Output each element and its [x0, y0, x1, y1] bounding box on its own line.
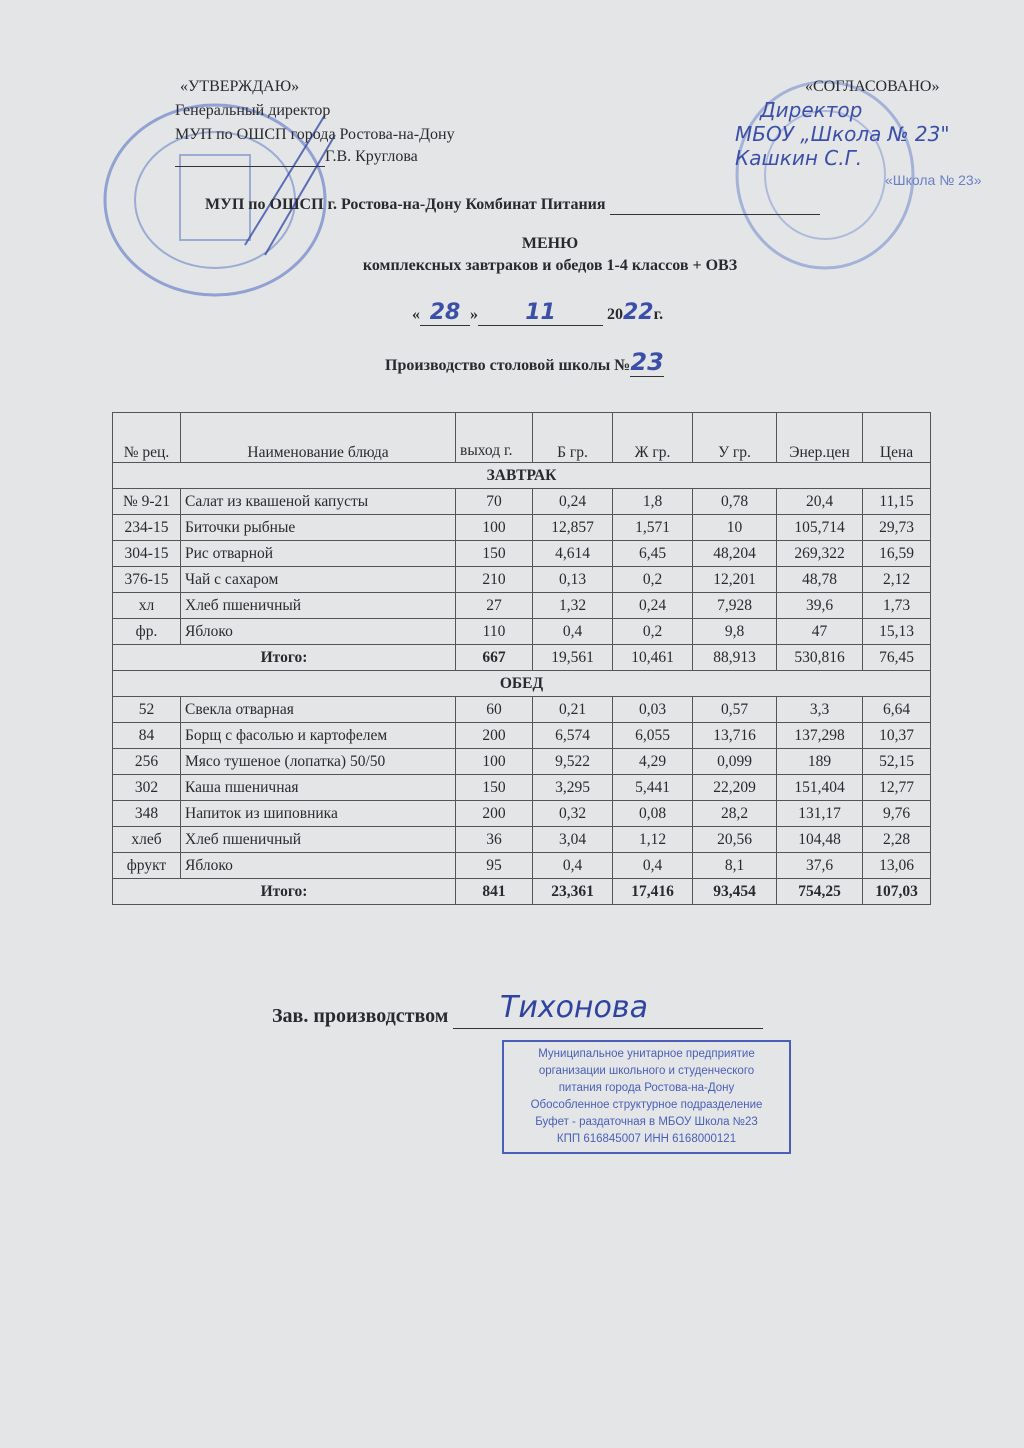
table-cell: 0,32	[533, 801, 613, 827]
dish-name-cell: Хлеб пшеничный	[181, 593, 456, 619]
table-row	[113, 489, 931, 515]
total-cell: 667	[456, 645, 533, 671]
approve-title: «УТВЕРЖДАЮ»	[180, 78, 300, 95]
table-cell: 13,06	[863, 853, 931, 879]
table-cell: 210	[456, 567, 533, 593]
table-row	[113, 697, 931, 723]
table-header-row	[113, 413, 931, 463]
table-cell: 4,29	[613, 749, 693, 775]
table-cell: 0,57	[693, 697, 777, 723]
table-cell: 150	[456, 775, 533, 801]
table-cell: 2,28	[863, 827, 931, 853]
total-cell: 19,561	[533, 645, 613, 671]
production-line	[385, 348, 664, 377]
agree-handwritten-1: Директор	[760, 98, 863, 122]
date-quote-open: «	[412, 306, 420, 323]
dish-name-cell: Салат из квашеной капусты	[181, 489, 456, 515]
menu-date	[412, 300, 663, 326]
stamp-line: питания города Ростова-на-Дону	[558, 1082, 735, 1094]
table-cell: 20,4	[777, 489, 863, 515]
table-cell: 15,13	[863, 619, 931, 645]
table-row	[113, 827, 931, 853]
dish-name-cell: Напиток из шиповника	[181, 801, 456, 827]
table-cell: 3,295	[533, 775, 613, 801]
table-cell: 105,714	[777, 515, 863, 541]
total-cell: 23,361	[533, 879, 613, 905]
table-cell: 1,32	[533, 593, 613, 619]
table-cell: 0,03	[613, 697, 693, 723]
table-cell: 1,8	[613, 489, 693, 515]
agree-handwritten-3: Кашкин С.Г.	[735, 146, 863, 170]
stamp-line: Муниципальное унитарное предприятие	[538, 1048, 755, 1060]
total-cell: 754,25	[777, 879, 863, 905]
table-row	[113, 801, 931, 827]
dish-name-cell: Каша пшеничная	[181, 775, 456, 801]
table-cell: 5,441	[613, 775, 693, 801]
approve-signer	[175, 148, 418, 167]
agree-title: «СОГЛАСОВАНО»	[805, 78, 940, 95]
dish-name-cell: Свекла отварная	[181, 697, 456, 723]
column-header: Ж гр.	[613, 413, 693, 463]
table-cell: 200	[456, 801, 533, 827]
stamp-line: КПП 616845007 ИНН 6168000121	[556, 1133, 737, 1145]
total-cell: 93,454	[693, 879, 777, 905]
approve-signer-name: Г.В. Круглова	[325, 148, 418, 165]
table-cell: 100	[456, 749, 533, 775]
table-cell: 104,48	[777, 827, 863, 853]
table-cell: 151,404	[777, 775, 863, 801]
date-day: 28	[420, 300, 470, 326]
table-cell: 60	[456, 697, 533, 723]
total-cell: 841	[456, 879, 533, 905]
table-row	[113, 775, 931, 801]
table-row	[113, 567, 931, 593]
table-cell: 8,1	[693, 853, 777, 879]
table-cell: 52,15	[863, 749, 931, 775]
table-cell: 9,76	[863, 801, 931, 827]
production-number: 23	[630, 348, 664, 376]
table-cell: 2,12	[863, 567, 931, 593]
table-cell: 20,56	[693, 827, 777, 853]
date-year-prefix: 20	[607, 306, 623, 323]
rectangular-stamp	[502, 1040, 791, 1154]
table-cell: фр.	[113, 619, 181, 645]
table-row	[113, 853, 931, 879]
table-cell: 6,055	[613, 723, 693, 749]
table-cell: 0,2	[613, 567, 693, 593]
table-cell: хлеб	[113, 827, 181, 853]
column-header: № рец.	[113, 413, 181, 463]
total-cell: 76,45	[863, 645, 931, 671]
table-cell: 47	[777, 619, 863, 645]
table-cell: 0,24	[533, 489, 613, 515]
table-cell: 0,21	[533, 697, 613, 723]
table-cell: 39,6	[777, 593, 863, 619]
total-cell: 88,913	[693, 645, 777, 671]
column-header: Цена	[863, 413, 931, 463]
table-cell: 1,571	[613, 515, 693, 541]
table-row	[113, 619, 931, 645]
table-cell: 0,4	[533, 619, 613, 645]
table-cell: 48,204	[693, 541, 777, 567]
table-cell: 376-15	[113, 567, 181, 593]
table-cell: 100	[456, 515, 533, 541]
table-cell: 1,12	[613, 827, 693, 853]
table-cell: 150	[456, 541, 533, 567]
table-cell: 0,13	[533, 567, 613, 593]
total-row	[113, 879, 931, 905]
dish-name-cell: Яблоко	[181, 619, 456, 645]
table-cell: 0,78	[693, 489, 777, 515]
table-cell: 0,2	[613, 619, 693, 645]
table-row	[113, 515, 931, 541]
stamp-line: Обособленное структурное подразделение	[530, 1099, 763, 1111]
column-header: У гр.	[693, 413, 777, 463]
handwritten-signature: Тихонова	[500, 990, 648, 1025]
dish-name-cell: Борщ с фасолью и картофелем	[181, 723, 456, 749]
column-header: выход г.	[456, 413, 533, 463]
table-cell: 0,08	[613, 801, 693, 827]
table-cell: № 9-21	[113, 489, 181, 515]
table-row	[113, 723, 931, 749]
table-cell: 0,099	[693, 749, 777, 775]
table-cell: 84	[113, 723, 181, 749]
table-cell: 11,15	[863, 489, 931, 515]
footer-label: Зав. производством	[272, 1005, 449, 1027]
table-cell: 70	[456, 489, 533, 515]
total-cell: 107,03	[863, 879, 931, 905]
table-cell: 0,4	[533, 853, 613, 879]
table-cell: 6,45	[613, 541, 693, 567]
table-cell: 29,73	[863, 515, 931, 541]
approve-organization: МУП по ОШСП города Ростова-на-Дону	[175, 126, 455, 143]
stamp-right-label: «Школа № 23»	[885, 172, 982, 188]
total-cell: 17,416	[613, 879, 693, 905]
approve-position: Генеральный директор	[175, 102, 331, 119]
table-cell: 9,8	[693, 619, 777, 645]
table-cell: 95	[456, 853, 533, 879]
table-cell: 37,6	[777, 853, 863, 879]
date-month: 11	[478, 300, 603, 326]
column-header: Б гр.	[533, 413, 613, 463]
section-header-row	[113, 671, 931, 697]
menu-subtitle: комплексных завтраков и обедов 1-4 классов + ОВЗ	[362, 257, 738, 274]
table-row	[113, 749, 931, 775]
dish-name-cell: Хлеб пшеничный	[181, 827, 456, 853]
table-cell: 3,04	[533, 827, 613, 853]
table-cell: 269,322	[777, 541, 863, 567]
table-cell: 6,574	[533, 723, 613, 749]
date-quote-close: »	[470, 306, 478, 323]
table-cell: 348	[113, 801, 181, 827]
table-cell: 256	[113, 749, 181, 775]
dish-name-cell: Рис отварной	[181, 541, 456, 567]
table-cell: 10	[693, 515, 777, 541]
dish-name-cell: Биточки рыбные	[181, 515, 456, 541]
table-cell: 189	[777, 749, 863, 775]
organization-text: МУП по ОШСП г. Ростова-на-Дону Комбинат Питания	[205, 196, 606, 213]
column-header: Энер.цен	[777, 413, 863, 463]
table-cell: 304-15	[113, 541, 181, 567]
agree-handwritten-2: МБОУ „Школа № 23"	[735, 122, 950, 146]
stamp-line: Буфет - раздаточная в МБОУ Школа №23	[535, 1116, 758, 1128]
table-cell: 28,2	[693, 801, 777, 827]
table-cell: 16,59	[863, 541, 931, 567]
table-row	[113, 541, 931, 567]
date-year-suffix: 22	[623, 300, 654, 325]
table-cell: 22,209	[693, 775, 777, 801]
production-label: Производство столовой школы №	[385, 357, 631, 374]
table-cell: 0,24	[613, 593, 693, 619]
table-cell: фрукт	[113, 853, 181, 879]
table-cell: 12,77	[863, 775, 931, 801]
table-cell: 12,201	[693, 567, 777, 593]
total-label: Итого:	[113, 879, 456, 905]
total-cell: 530,816	[777, 645, 863, 671]
stamp-line: организации школьного и студенческого	[538, 1065, 755, 1077]
table-cell: 302	[113, 775, 181, 801]
table-cell: 13,716	[693, 723, 777, 749]
table-cell: 3,3	[777, 697, 863, 723]
section-title: ОБЕД	[113, 671, 931, 697]
dish-name-cell: Чай с сахаром	[181, 567, 456, 593]
table-cell: 110	[456, 619, 533, 645]
menu-table	[112, 412, 931, 905]
dish-name-cell: Яблоко	[181, 853, 456, 879]
dish-name-cell: Мясо тушеное (лопатка) 50/50	[181, 749, 456, 775]
table-cell: 9,522	[533, 749, 613, 775]
table-cell: 36	[456, 827, 533, 853]
table-cell: 1,73	[863, 593, 931, 619]
table-cell: 0,4	[613, 853, 693, 879]
table-cell: хл	[113, 593, 181, 619]
section-header-row	[113, 463, 931, 489]
total-row	[113, 645, 931, 671]
menu-title: МЕНЮ	[521, 235, 579, 252]
table-cell: 52	[113, 697, 181, 723]
table-cell: 234-15	[113, 515, 181, 541]
table-cell: 200	[456, 723, 533, 749]
total-cell: 10,461	[613, 645, 693, 671]
total-label: Итого:	[113, 645, 456, 671]
table-cell: 131,17	[777, 801, 863, 827]
table-cell: 4,614	[533, 541, 613, 567]
table-cell: 12,857	[533, 515, 613, 541]
table-cell: 6,64	[863, 697, 931, 723]
table-cell: 10,37	[863, 723, 931, 749]
section-title: ЗАВТРАК	[113, 463, 931, 489]
table-cell: 27	[456, 593, 533, 619]
table-cell: 48,78	[777, 567, 863, 593]
table-cell: 7,928	[693, 593, 777, 619]
table-row	[113, 593, 931, 619]
organization-line	[205, 196, 820, 215]
date-year-end: г.	[653, 306, 664, 323]
column-header: Наименование блюда	[181, 413, 456, 463]
table-cell: 137,298	[777, 723, 863, 749]
